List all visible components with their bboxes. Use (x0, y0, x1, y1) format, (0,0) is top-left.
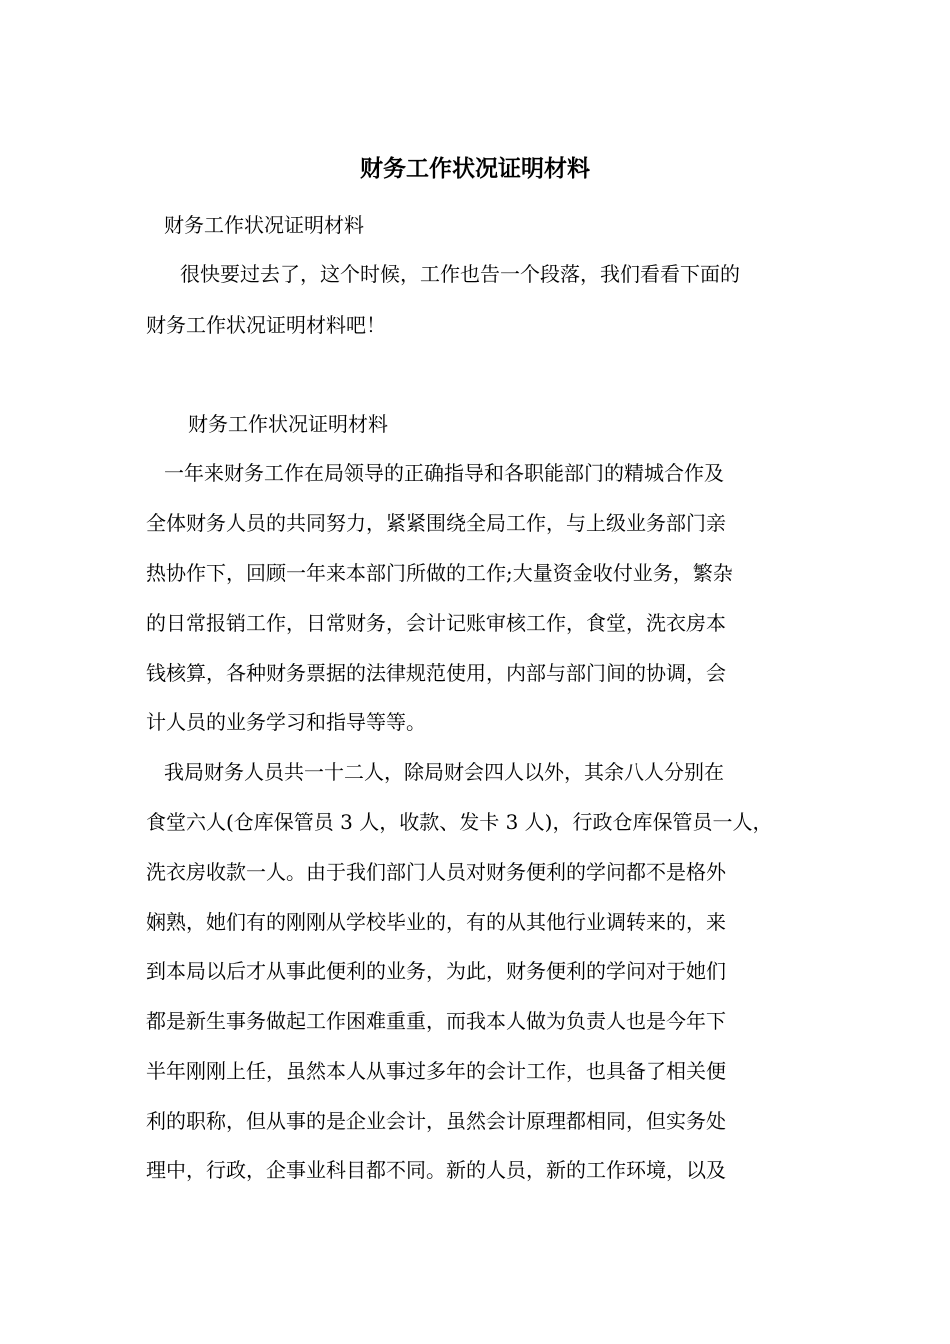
paragraph1-line-2: 全体财务人员的共同努力，紧紧围绕全局工作，与上级业务部门亲 (146, 511, 726, 535)
paragraph2-line-5: 到本局以后才从事此便利的业务，为此，财务便利的学问对于她们 (146, 959, 726, 983)
document-subtitle: 财务工作状况证明材料 (164, 213, 364, 237)
document-title: 财务工作状况证明材料 (360, 155, 590, 182)
paragraph2-line-7: 半年刚刚上任，虽然本人从事过多年的会计工作，也具备了相关便 (146, 1059, 726, 1083)
intro-line-1: 很快要过去了，这个时候，工作也告一个段落，我们看看下面的 (180, 262, 740, 286)
paragraph1-line-3: 热协作下，回顾一年来本部门所做的工作;大量资金收付业务，繁杂 (146, 561, 733, 585)
paragraph2-line-2: 食堂六人(仓库保管员 3 人，收款、发卡 3 人)，行政仓库保管员一人， (146, 810, 773, 834)
paragraph2-line-8: 利的职称，但从事的是企业会计，虽然会计原理都相同，但实务处 (146, 1109, 726, 1133)
paragraph2-line-3: 洗衣房收款一人。由于我们部门人员对财务便利的学问都不是格外 (146, 860, 726, 884)
paragraph1-line-4: 的日常报销工作，日常财务，会计记账审核工作，食堂，洗衣房本 (146, 611, 726, 635)
section-heading: 财务工作状况证明材料 (188, 412, 388, 436)
paragraph2-line-9: 理中，行政，企事业科目都不同。新的人员，新的工作环境，以及 (146, 1158, 726, 1182)
intro-line-2: 财务工作状况证明材料吧！ (146, 313, 386, 337)
paragraph2-line-1: 我局财务人员共一十二人，除局财会四人以外，其余八人分别在 (164, 760, 724, 784)
paragraph1-line-6: 计人员的业务学习和指导等等。 (146, 710, 426, 734)
paragraph1-line-1: 一年来财务工作在局领导的正确指导和各职能部门的精城合作及 (164, 461, 724, 485)
paragraph2-line-4: 娴熟，她们有的刚刚从学校毕业的，有的从其他行业调转来的，来 (146, 910, 726, 934)
paragraph2-line-6: 都是新生事务做起工作困难重重，而我本人做为负责人也是今年下 (146, 1009, 726, 1033)
paragraph1-line-5: 钱核算，各种财务票据的法律规范使用，内部与部门间的协调，会 (146, 661, 726, 685)
